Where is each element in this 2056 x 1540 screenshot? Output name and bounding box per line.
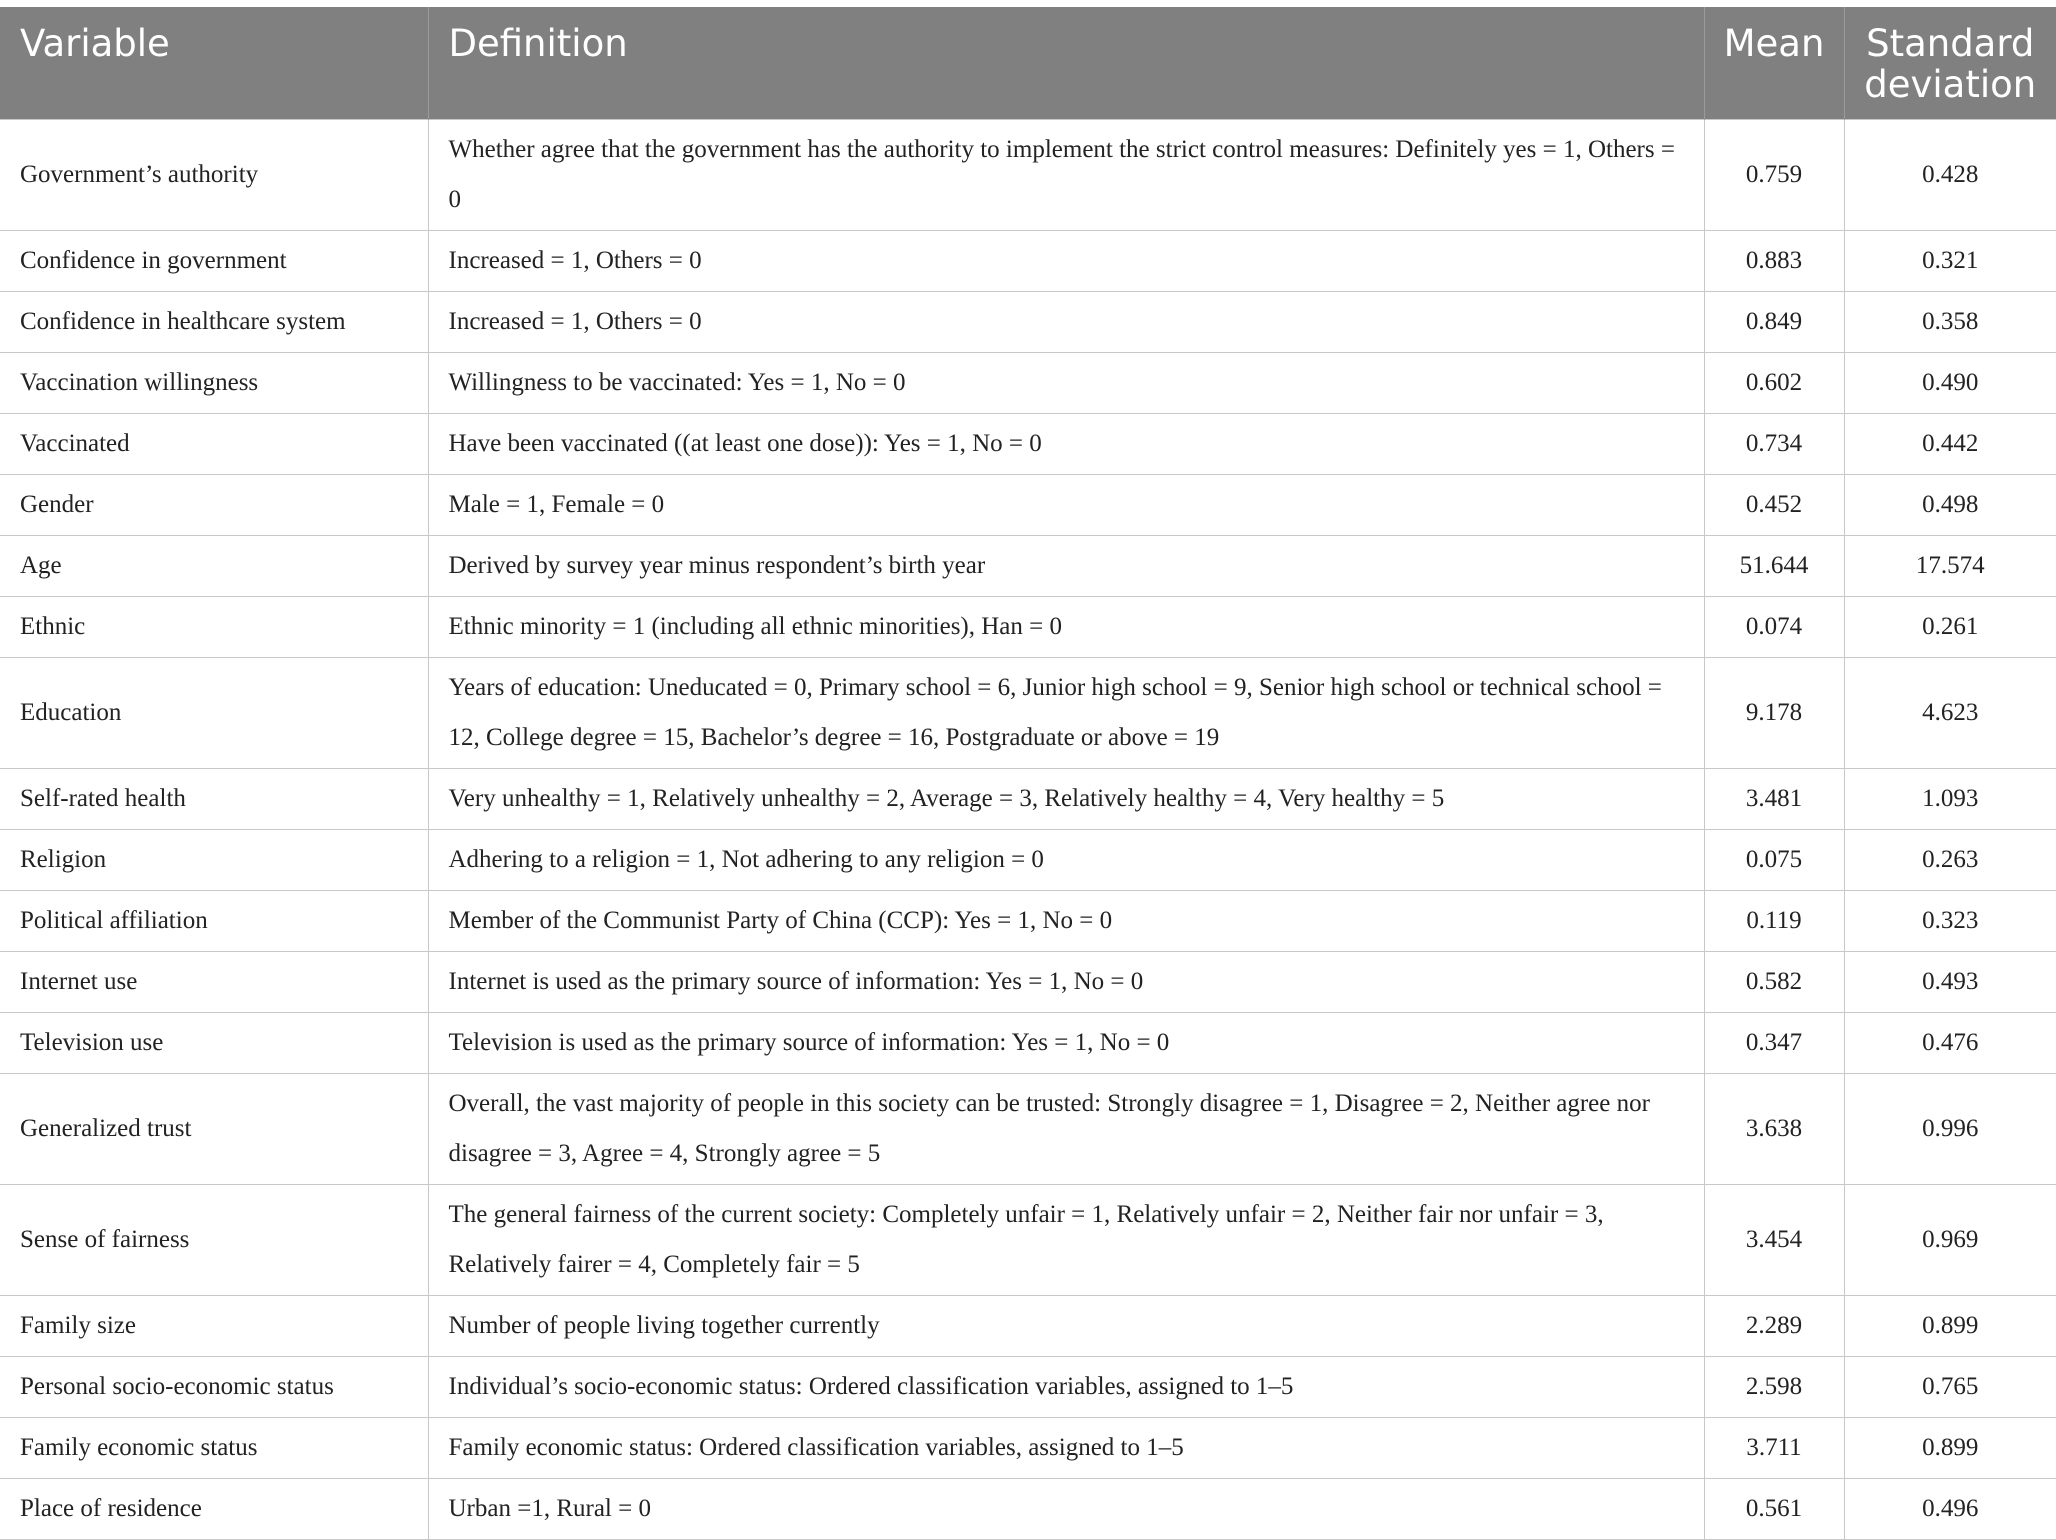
cell-mean: 0.602 [1704,352,1844,413]
cell-variable: Religion [0,829,428,890]
header-standard-deviation: Standard deviation [1844,7,2056,119]
cell-definition: Television is used as the primary source of information: Yes = 1, No = 0 [428,1012,1704,1073]
cell-definition: Willingness to be vaccinated: Yes = 1, No = 0 [428,352,1704,413]
table-row [0,1356,2056,1417]
cell-mean: 0.119 [1704,890,1844,951]
cell-variable: Ethnic [0,596,428,657]
cell-definition: Number of people living together currently [428,1295,1704,1356]
cell-variable: Vaccinated [0,413,428,474]
cell-variable: Family economic status [0,1417,428,1478]
cell-variable: Place of residence [0,1478,428,1539]
cell-standard-deviation: 0.323 [1844,890,2056,951]
cell-standard-deviation: 0.899 [1844,1417,2056,1478]
table-row [0,829,2056,890]
header-variable: Variable [0,7,428,119]
cell-variable: Generalized trust [0,1073,428,1184]
cell-standard-deviation: 0.493 [1844,951,2056,1012]
table-row [0,890,2056,951]
cell-variable: Education [0,657,428,768]
cell-standard-deviation: 0.498 [1844,474,2056,535]
cell-standard-deviation: 0.358 [1844,291,2056,352]
table-row [0,291,2056,352]
cell-mean: 0.074 [1704,596,1844,657]
cell-standard-deviation: 0.490 [1844,352,2056,413]
cell-variable: Television use [0,1012,428,1073]
cell-definition: Adhering to a religion = 1, Not adhering to any religion = 0 [428,829,1704,890]
cell-variable: Government’s authority [0,119,428,230]
cell-mean: 3.711 [1704,1417,1844,1478]
table-row [0,474,2056,535]
cell-standard-deviation: 0.261 [1844,596,2056,657]
cell-standard-deviation: 4.623 [1844,657,2056,768]
cell-definition: Overall, the vast majority of people in this society can be trusted: Strongly disagree = 1, Disagree = 2, Neither agree nor disagree = 3, Agree = 4, Strongly agree = 5 [428,1073,1704,1184]
table-row [0,951,2056,1012]
cell-mean: 2.289 [1704,1295,1844,1356]
cell-definition: Have been vaccinated ((at least one dose)): Yes = 1, No = 0 [428,413,1704,474]
cell-variable: Family size [0,1295,428,1356]
cell-definition: Ethnic minority = 1 (including all ethnic minorities), Han = 0 [428,596,1704,657]
cell-mean: 9.178 [1704,657,1844,768]
cell-definition: Individual’s socio-economic status: Ordered classification variables, assigned to 1–5 [428,1356,1704,1417]
cell-definition: Male = 1, Female = 0 [428,474,1704,535]
table-row [0,413,2056,474]
table-row [0,1478,2056,1539]
table-body [0,119,2056,1539]
header-row [0,7,2056,119]
cell-definition: Very unhealthy = 1, Relatively unhealthy = 2, Average = 3, Relatively healthy = 4, Very healthy = 5 [428,768,1704,829]
cell-variable: Confidence in healthcare system [0,291,428,352]
cell-standard-deviation: 0.442 [1844,413,2056,474]
cell-mean: 0.759 [1704,119,1844,230]
cell-variable: Confidence in government [0,230,428,291]
table-row [0,596,2056,657]
cell-variable: Self-rated health [0,768,428,829]
cell-definition: The general fairness of the current society: Completely unfair = 1, Relatively unfair = 2, Neither fair nor unfair = 3, Relatively fairer = 4, Completely fair = 5 [428,1184,1704,1295]
cell-standard-deviation: 0.969 [1844,1184,2056,1295]
cell-variable: Age [0,535,428,596]
cell-standard-deviation: 0.428 [1844,119,2056,230]
cell-mean: 0.849 [1704,291,1844,352]
table-container [0,7,2056,1540]
cell-standard-deviation: 0.496 [1844,1478,2056,1539]
table-row [0,119,2056,230]
cell-standard-deviation: 0.476 [1844,1012,2056,1073]
cell-definition: Internet is used as the primary source of information: Yes = 1, No = 0 [428,951,1704,1012]
cell-standard-deviation: 17.574 [1844,535,2056,596]
cell-definition: Family economic status: Ordered classification variables, assigned to 1–5 [428,1417,1704,1478]
cell-mean: 0.452 [1704,474,1844,535]
table-row [0,1295,2056,1356]
header-mean: Mean [1704,7,1844,119]
table-row [0,657,2056,768]
table-header [0,7,2056,119]
cell-mean: 0.347 [1704,1012,1844,1073]
cell-mean: 0.561 [1704,1478,1844,1539]
cell-definition: Urban =1, Rural = 0 [428,1478,1704,1539]
table-row [0,230,2056,291]
cell-mean: 0.883 [1704,230,1844,291]
cell-mean: 2.598 [1704,1356,1844,1417]
table-row [0,535,2056,596]
cell-standard-deviation: 1.093 [1844,768,2056,829]
cell-standard-deviation: 0.996 [1844,1073,2056,1184]
table-row [0,1012,2056,1073]
cell-definition: Years of education: Uneducated = 0, Primary school = 6, Junior high school = 9, Senior high school or technical school = 12, College degree = 15, Bachelor’s degree = 16, Postgraduate or above = 19 [428,657,1704,768]
table-row [0,352,2056,413]
cell-definition: Whether agree that the government has the authority to implement the strict control measures: Definitely yes = 1, Others = 0 [428,119,1704,230]
table-row [0,768,2056,829]
header-definition: Definition [428,7,1704,119]
cell-mean: 51.644 [1704,535,1844,596]
cell-variable: Internet use [0,951,428,1012]
cell-standard-deviation: 0.765 [1844,1356,2056,1417]
cell-mean: 3.638 [1704,1073,1844,1184]
cell-mean: 0.075 [1704,829,1844,890]
cell-definition: Increased = 1, Others = 0 [428,291,1704,352]
table-row [0,1184,2056,1295]
cell-standard-deviation: 0.899 [1844,1295,2056,1356]
cell-variable: Vaccination willingness [0,352,428,413]
cell-definition: Increased = 1, Others = 0 [428,230,1704,291]
cell-variable: Sense of fairness [0,1184,428,1295]
descriptive-statistics-table [0,7,2056,1540]
cell-variable: Political affiliation [0,890,428,951]
cell-definition: Derived by survey year minus respondent’s birth year [428,535,1704,596]
cell-mean: 0.582 [1704,951,1844,1012]
cell-standard-deviation: 0.321 [1844,230,2056,291]
cell-mean: 3.454 [1704,1184,1844,1295]
cell-variable: Personal socio-economic status [0,1356,428,1417]
cell-mean: 0.734 [1704,413,1844,474]
cell-mean: 3.481 [1704,768,1844,829]
cell-standard-deviation: 0.263 [1844,829,2056,890]
table-row [0,1073,2056,1184]
table-row [0,1417,2056,1478]
cell-definition: Member of the Communist Party of China (CCP): Yes = 1, No = 0 [428,890,1704,951]
cell-variable: Gender [0,474,428,535]
